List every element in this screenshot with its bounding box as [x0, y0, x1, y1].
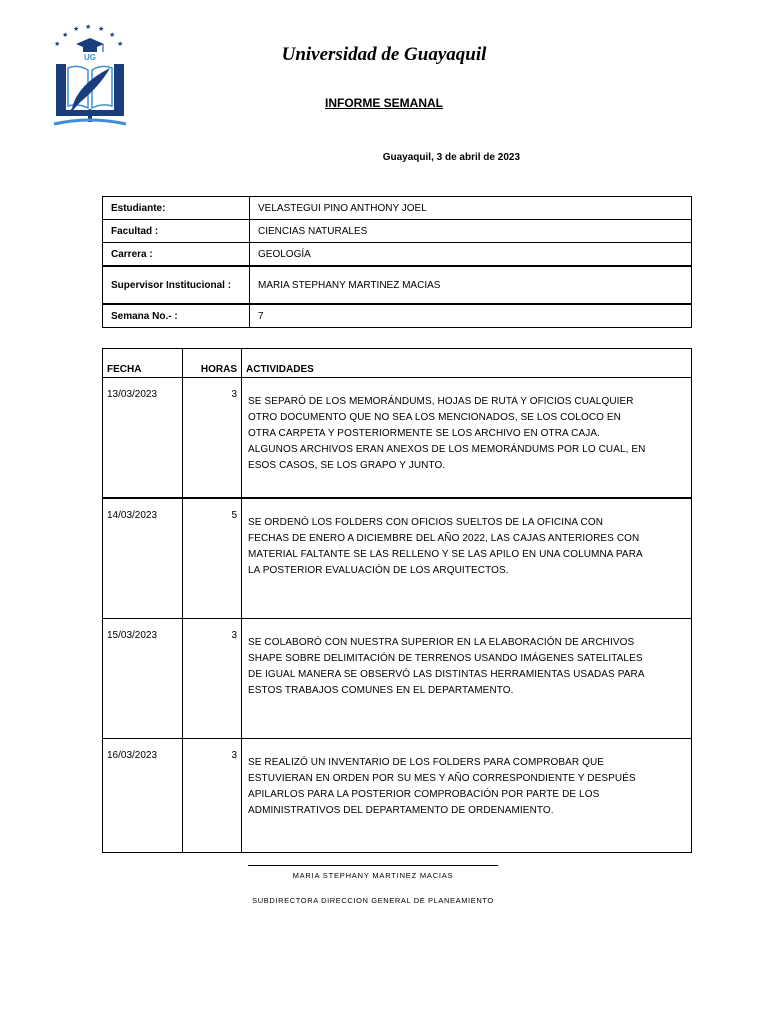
faculty-label: Facultad : — [103, 220, 250, 243]
table-row — [103, 739, 692, 853]
logo-monogram: UG — [84, 53, 96, 62]
svg-text:★: ★ — [85, 24, 92, 31]
hours-column-header: HORAS — [183, 349, 242, 378]
week-value: 7 — [250, 304, 692, 328]
supervisor-value: MARIA STEPHANY MARTINEZ MACIAS — [250, 266, 692, 304]
student-label: Estudiante: — [103, 197, 250, 220]
activity-hours: 5 — [183, 498, 242, 619]
activity-hours: 3 — [183, 619, 242, 739]
activity-hours: 3 — [183, 739, 242, 853]
activities-table — [102, 348, 692, 853]
activity-date: 15/03/2023 — [103, 619, 183, 739]
activity-date: 16/03/2023 — [103, 739, 183, 853]
university-logo — [48, 24, 132, 130]
activity-description: SE REALIZÓ UN INVENTARIO DE LOS FOLDERS PARA COMPROBAR QUE ESTUVIERAN EN ORDEN POR SU MES Y AÑO CORRESPONDIENTE Y DESPUÉS APILARLOS PARA LA POSTERIOR COMPROBACIÓN POR PARTE DE LOS ADMINISTRATIVOS DEL DEPARTAMENTO DE ORDENAMIENTO. — [242, 739, 692, 853]
activities-header-row — [103, 349, 692, 378]
table-row — [103, 378, 692, 499]
svg-text:★: ★ — [109, 32, 116, 39]
supervisor-label: Supervisor Institucional : — [103, 266, 250, 304]
university-title: Universidad de Guayaquil — [281, 44, 487, 65]
career-value: GEOLOGÍA — [250, 243, 692, 267]
activity-date: 13/03/2023 — [103, 378, 183, 499]
svg-text:★: ★ — [73, 26, 80, 33]
student-info-table — [102, 196, 692, 328]
activities-column-header: ACTIVIDADES — [242, 349, 692, 378]
date-column-header: FECHA — [103, 349, 183, 378]
info-row-student — [103, 197, 692, 220]
svg-text:★: ★ — [117, 41, 124, 48]
faculty-value: CIENCIAS NATURALES — [250, 220, 692, 243]
svg-text:★: ★ — [98, 26, 105, 33]
signer-name: MARIA STEPHANY MARTINEZ MACIAS — [292, 871, 454, 880]
svg-text:★: ★ — [62, 32, 69, 39]
week-label: Semana No.- : — [103, 304, 250, 328]
career-label: Carrera : — [103, 243, 250, 267]
report-title: INFORME SEMANAL — [325, 96, 443, 110]
table-row — [103, 498, 692, 619]
svg-text:★: ★ — [54, 41, 61, 48]
signer-title: SUBDIRECTORA DIRECCION GENERAL DE PLANEAMIENTO — [252, 896, 494, 905]
table-row — [103, 619, 692, 739]
info-row-supervisor — [103, 266, 692, 304]
info-row-faculty — [103, 220, 692, 243]
signature-line — [248, 865, 498, 866]
activity-description: SE SEPARÓ DE LOS MEMORÁNDUMS, HOJAS DE RUTA Y OFICIOS CUALQUIER OTRO DOCUMENTO QUE NO SEA LOS MENCIONADOS, SE LOS COLOCO EN OTRA CARPETA Y POSTERIORMENTE SE LOS ARCHIVO EN OTRA CAJA. ALGUNOS ARCHIVOS ERAN ANEXOS DE LOS MEMORÁNDUMS POR LO CUAL, EN ESOS CASOS, SE LOS GRAPO Y JUNTO. — [242, 378, 692, 499]
activity-date: 14/03/2023 — [103, 498, 183, 619]
activity-hours: 3 — [183, 378, 242, 499]
info-row-career — [103, 243, 692, 267]
info-row-week — [103, 304, 692, 328]
activity-description: SE COLABORÓ CON NUESTRA SUPERIOR EN LA ELABORACIÓN DE ARCHIVOS SHAPE SOBRE DELIMITACIÓN DE TERRENOS USANDO IMÁGENES SATELITALES DE IGUAL MANERA SE OBSERVÓ LAS DISTINTAS HERRAMIENTAS USADAS PARA ESTOS TRABAJOS COMUNES EN EL DEPARTAMENTO. — [242, 619, 692, 739]
student-value: VELASTEGUI PINO ANTHONY JOEL — [250, 197, 692, 220]
activity-description: SE ORDENÓ LOS FOLDERS CON OFICIOS SUELTOS DE LA OFICINA CON FECHAS DE ENERO A DICIEMBRE DEL AÑO 2022, LAS CAJAS ANTERIORES CON MATERIAL FALTANTE SE LAS RELLENO Y SE LAS APILO EN UNA COLUMNA PARA LA POSTERIOR EVALUACIÓN DE LOS ARQUITECTOS. — [242, 498, 692, 619]
report-date: Guayaquil, 3 de abril de 2023 — [382, 152, 520, 163]
